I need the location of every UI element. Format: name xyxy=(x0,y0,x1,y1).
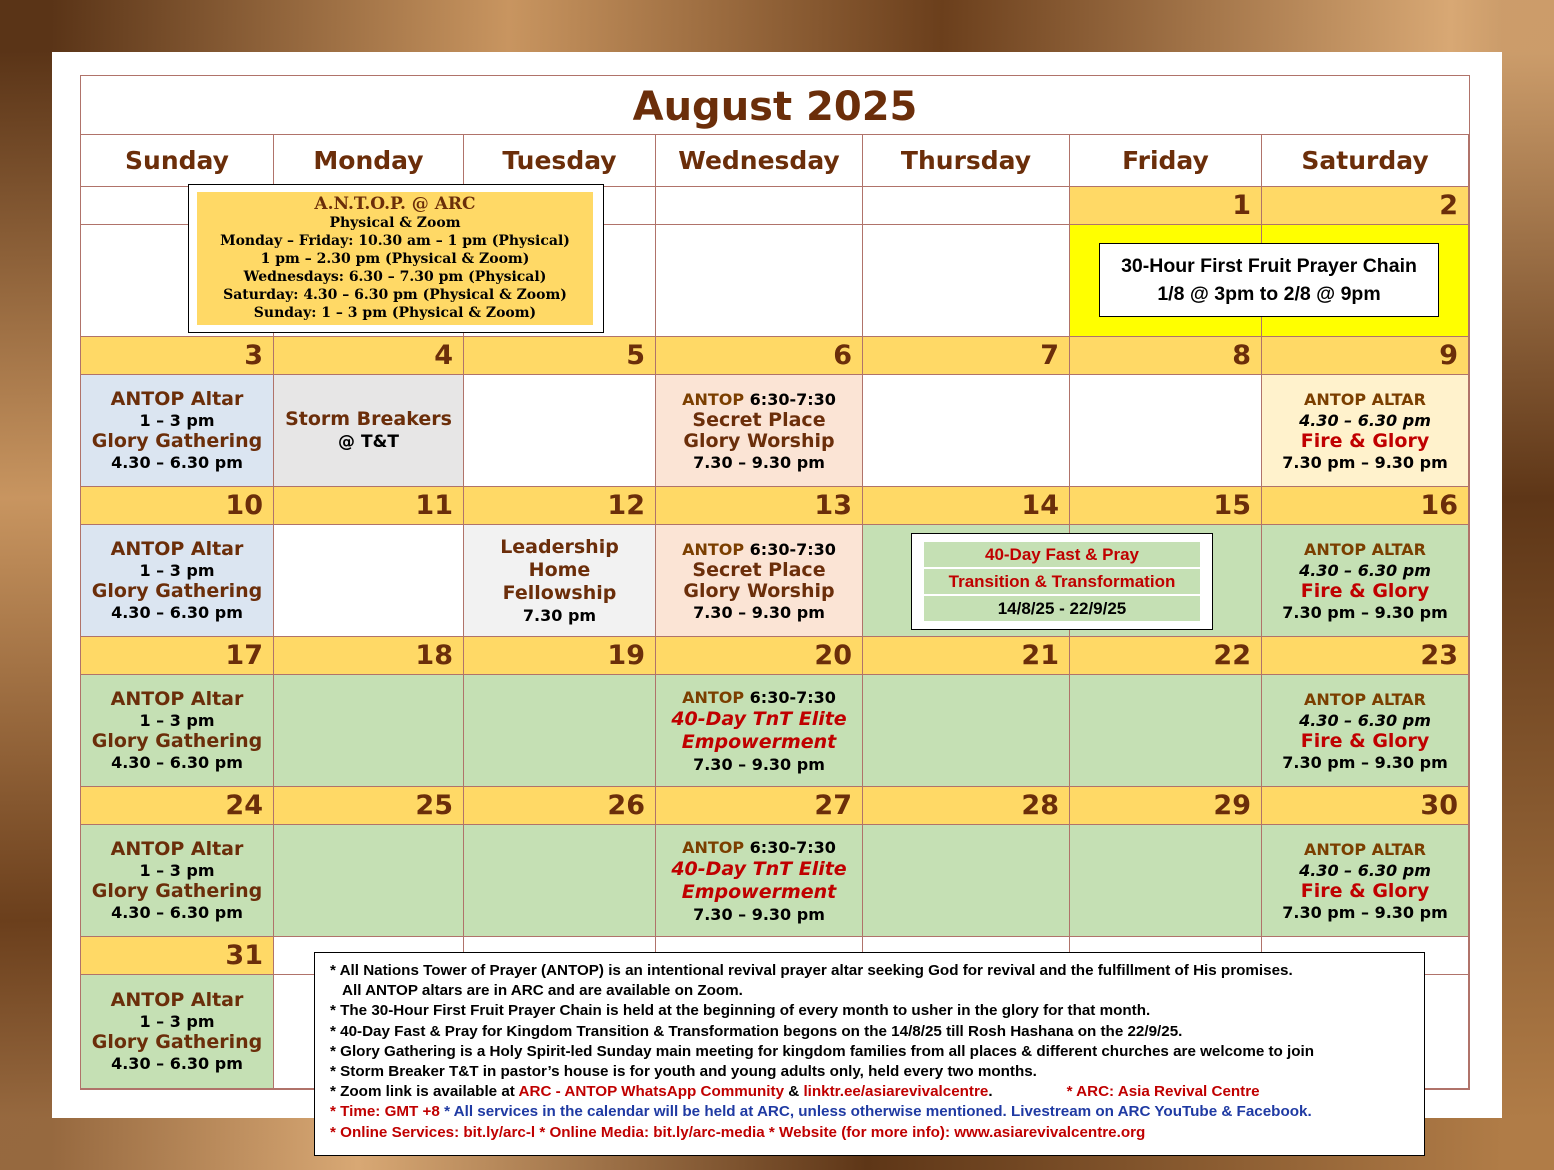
day-number: 19 xyxy=(464,637,656,675)
day-cell xyxy=(274,525,464,637)
day-number: 28 xyxy=(863,787,1070,825)
event-time: 4.30 – 6.30 pm xyxy=(1299,710,1431,730)
event-time: 4.30 – 6.30 pm xyxy=(111,1053,243,1073)
day-cell xyxy=(274,675,464,787)
antop-schedule-box xyxy=(188,184,604,333)
event-cell xyxy=(656,675,863,787)
event-time: 4.30 – 6.30 pm xyxy=(111,902,243,922)
day-cell xyxy=(274,825,464,937)
day-cell xyxy=(863,825,1070,937)
event-cell xyxy=(81,525,274,637)
prayer-chain-box xyxy=(1099,243,1439,317)
day-cell xyxy=(863,675,1070,787)
note-line: * The 30-Hour First Fruit Prayer Chain is held at the beginning of every month to usher in the glory for that month. xyxy=(330,1002,1151,1020)
event-cell xyxy=(1262,525,1469,637)
weekday-header: Wednesday xyxy=(656,135,863,187)
note-text: . xyxy=(988,1083,993,1101)
weekday-header: Monday xyxy=(274,135,464,187)
event-title: Home xyxy=(528,558,591,581)
day-cell xyxy=(863,375,1070,487)
antop-label: ANTOP xyxy=(682,389,745,409)
event-title: 40-Day TnT Elite xyxy=(671,707,847,730)
day-number: 11 xyxy=(274,487,464,525)
event-title: ANTOP Altar xyxy=(110,387,244,410)
prayer-chain-dates: 1/8 @ 3pm to 2/8 @ 9pm xyxy=(1157,283,1381,305)
day-cell xyxy=(656,225,863,337)
day-number: 1 xyxy=(1070,187,1262,225)
day-cell xyxy=(863,225,1070,337)
note-text: * Zoom link is available at xyxy=(330,1083,519,1101)
event-cell xyxy=(656,825,863,937)
event-title: Storm Breakers xyxy=(285,407,452,430)
day-cell xyxy=(464,675,656,787)
event-antop xyxy=(682,687,836,708)
event-time: 7.30 – 9.30 pm xyxy=(693,452,825,472)
event-time: 4.30 – 6.30 pm xyxy=(111,452,243,472)
day-number: 30 xyxy=(1262,787,1469,825)
antop-label: ANTOP xyxy=(682,837,745,857)
event-cell xyxy=(81,825,274,937)
event-time: 6:30-7:30 xyxy=(749,687,836,707)
antop-box-line: Saturday: 4.30 – 6.30 pm (Physical & Zoom) xyxy=(223,287,567,303)
note-links: * Online Services: bit.ly/arc-l * Online Media: bit.ly/arc-media * Website (for more info): www.asiarevivalcentre.org xyxy=(330,1123,1146,1141)
note-arc-abbrev: * ARC: Asia Revival Centre xyxy=(1066,1083,1260,1101)
fast-pray-title: 40-Day Fast & Pray xyxy=(924,542,1200,569)
event-title: ANTOP ALTAR xyxy=(1304,389,1426,409)
event-title: Fire & Glory xyxy=(1300,729,1430,752)
weekday-header: Friday xyxy=(1070,135,1262,187)
event-cell xyxy=(274,375,464,487)
event-time: 7.30 pm xyxy=(522,605,597,625)
day-number: 31 xyxy=(81,937,274,975)
weekday-header: Thursday xyxy=(863,135,1070,187)
event-title: Glory Gathering xyxy=(91,579,263,602)
day-number: 9 xyxy=(1262,337,1469,375)
event-antop xyxy=(682,539,836,560)
day-cell xyxy=(1070,675,1262,787)
day-cell xyxy=(1070,825,1262,937)
day-number: 25 xyxy=(274,787,464,825)
day-number: 16 xyxy=(1262,487,1469,525)
event-title: Glory Gathering xyxy=(91,879,263,902)
event-title: Glory Gathering xyxy=(91,429,263,452)
event-cell xyxy=(81,375,274,487)
day-number: 27 xyxy=(656,787,863,825)
event-time: 6:30-7:30 xyxy=(749,539,836,559)
day-number: 23 xyxy=(1262,637,1469,675)
fast-pray-subtitle: Transition & Transformation xyxy=(924,569,1200,596)
antop-schedule-content xyxy=(197,192,593,325)
day-number: 12 xyxy=(464,487,656,525)
event-time: 7.30 pm – 9.30 pm xyxy=(1282,602,1448,622)
weekday-header: Saturday xyxy=(1262,135,1469,187)
notes-box xyxy=(314,952,1425,1156)
event-time: 1 – 3 pm xyxy=(139,860,215,880)
event-antop xyxy=(682,837,836,858)
event-time: 4.30 – 6.30 pm xyxy=(1299,860,1431,880)
empty-day xyxy=(656,187,863,225)
day-number: 3 xyxy=(81,337,274,375)
event-time: 7.30 – 9.30 pm xyxy=(693,602,825,622)
weekday-header: Tuesday xyxy=(464,135,656,187)
day-number: 18 xyxy=(274,637,464,675)
event-antop xyxy=(682,389,836,410)
event-title: Fire & Glory xyxy=(1300,879,1430,902)
note-line: * Storm Breaker T&T in pastor’s house is for youth and young adults only, held every two months. xyxy=(330,1063,1037,1081)
event-cell xyxy=(81,975,274,1089)
day-number: 4 xyxy=(274,337,464,375)
event-cell xyxy=(81,675,274,787)
day-number: 21 xyxy=(863,637,1070,675)
event-time: 6:30-7:30 xyxy=(749,389,836,409)
event-title: Empowerment xyxy=(681,880,837,903)
day-number: 29 xyxy=(1070,787,1262,825)
note-line xyxy=(330,1082,1424,1102)
event-cell xyxy=(656,525,863,637)
event-title: Leadership xyxy=(500,535,619,558)
event-title: ANTOP ALTAR xyxy=(1304,539,1426,559)
event-time: 7.30 pm – 9.30 pm xyxy=(1282,452,1448,472)
day-number: 2 xyxy=(1262,187,1469,225)
day-number: 13 xyxy=(656,487,863,525)
prayer-chain-title: 30-Hour First Fruit Prayer Chain xyxy=(1121,255,1417,277)
note-line: * 40-Day Fast & Pray for Kingdom Transition & Transformation begons on the 14/8/25 till Rosh Hashana on the 22/9/25. xyxy=(330,1022,1183,1040)
event-time: 4.30 – 6.30 pm xyxy=(1299,560,1431,580)
day-number: 6 xyxy=(656,337,863,375)
event-title: ANTOP Altar xyxy=(110,988,244,1011)
event-cell xyxy=(1262,375,1469,487)
calendar-title: August 2025 xyxy=(81,76,1469,135)
event-title: ANTOP Altar xyxy=(110,687,244,710)
day-number: 5 xyxy=(464,337,656,375)
event-time: 7.30 – 9.30 pm xyxy=(693,754,825,774)
note-text: & xyxy=(784,1083,804,1101)
empty-day xyxy=(863,187,1070,225)
antop-box-line: Physical & Zoom xyxy=(329,215,461,231)
event-location: @ T&T xyxy=(338,431,399,452)
day-number: 17 xyxy=(81,637,274,675)
event-cell xyxy=(464,525,656,637)
event-title: Empowerment xyxy=(681,730,837,753)
antop-box-line: Wednesdays: 6.30 – 7.30 pm (Physical) xyxy=(243,269,547,285)
day-cell xyxy=(1070,375,1262,487)
event-time: 4.30 – 6.30 pm xyxy=(111,752,243,772)
event-title: ANTOP ALTAR xyxy=(1304,839,1426,859)
day-number: 7 xyxy=(863,337,1070,375)
event-title: Glory Gathering xyxy=(91,729,263,752)
calendar xyxy=(80,75,1470,1141)
event-time: 7.30 – 9.30 pm xyxy=(693,904,825,924)
event-time: 1 – 3 pm xyxy=(139,410,215,430)
event-time: 1 – 3 pm xyxy=(139,560,215,580)
event-time: 7.30 pm – 9.30 pm xyxy=(1282,752,1448,772)
event-title: Glory Worship xyxy=(683,579,835,602)
antop-box-line: Monday – Friday: 10.30 am – 1 pm (Physical) xyxy=(220,233,570,249)
event-cell xyxy=(1262,825,1469,937)
note-line xyxy=(330,1102,1424,1122)
day-cell xyxy=(464,375,656,487)
day-number: 15 xyxy=(1070,487,1262,525)
event-title: Secret Place xyxy=(692,558,826,581)
antop-box-line: 1 pm – 2.30 pm (Physical & Zoom) xyxy=(260,251,530,267)
event-title: Fellowship xyxy=(502,581,617,604)
note-line: * Glory Gathering is a Holy Spirit-led Sunday main meeting for kingdom families from all places & different churches are welcome to join xyxy=(330,1042,1315,1060)
antop-label: ANTOP xyxy=(682,539,745,559)
event-title: Fire & Glory xyxy=(1300,579,1430,602)
whatsapp-community-link[interactable]: ARC - ANTOP WhatsApp Community xyxy=(518,1083,785,1101)
antop-box-title: A.N.T.O.P. @ ARC xyxy=(314,194,476,214)
day-number: 14 xyxy=(863,487,1070,525)
event-title: 40-Day TnT Elite xyxy=(671,857,847,880)
event-title: Fire & Glory xyxy=(1300,429,1430,452)
antop-box-line: Sunday: 1 – 3 pm (Physical & Zoom) xyxy=(253,305,537,321)
day-cell xyxy=(464,825,656,937)
note-line: All ANTOP altars are in ARC and are available on Zoom. xyxy=(342,982,743,1000)
event-title: Secret Place xyxy=(692,408,826,431)
event-cell xyxy=(656,375,863,487)
day-number: 20 xyxy=(656,637,863,675)
event-time: 1 – 3 pm xyxy=(139,1011,215,1031)
event-time: 4.30 – 6.30 pm xyxy=(1299,410,1431,430)
event-title: ANTOP ALTAR xyxy=(1304,689,1426,709)
event-cell xyxy=(1262,675,1469,787)
day-number: 24 xyxy=(81,787,274,825)
day-number: 26 xyxy=(464,787,656,825)
event-title: ANTOP Altar xyxy=(110,837,244,860)
fast-pray-box xyxy=(911,533,1213,630)
event-time: 7.30 pm – 9.30 pm xyxy=(1282,902,1448,922)
linktree-link[interactable]: linktr.ee/asiarevivalcentre xyxy=(803,1083,989,1101)
event-time: 4.30 – 6.30 pm xyxy=(111,602,243,622)
fast-pray-dates: 14/8/25 - 22/9/25 xyxy=(997,599,1127,618)
note-services: * All services in the calendar will be held at ARC, unless otherwise mentioned. Livestream on ARC YouTube & Facebook. xyxy=(439,1103,1312,1121)
antop-label: ANTOP xyxy=(682,687,745,707)
event-time: 1 – 3 pm xyxy=(139,710,215,730)
event-title: Glory Worship xyxy=(683,429,835,452)
event-title: Glory Gathering xyxy=(91,1030,263,1053)
day-number: 10 xyxy=(81,487,274,525)
day-number: 8 xyxy=(1070,337,1262,375)
weekday-header: Sunday xyxy=(81,135,274,187)
note-time: * Time: GMT +8 xyxy=(330,1103,440,1121)
day-number: 22 xyxy=(1070,637,1262,675)
event-title: ANTOP Altar xyxy=(110,537,244,560)
note-line: * All Nations Tower of Prayer (ANTOP) is an intentional revival prayer altar seeking God for revival and the fulfillment of His promises. xyxy=(330,962,1293,979)
event-time: 6:30-7:30 xyxy=(749,837,836,857)
